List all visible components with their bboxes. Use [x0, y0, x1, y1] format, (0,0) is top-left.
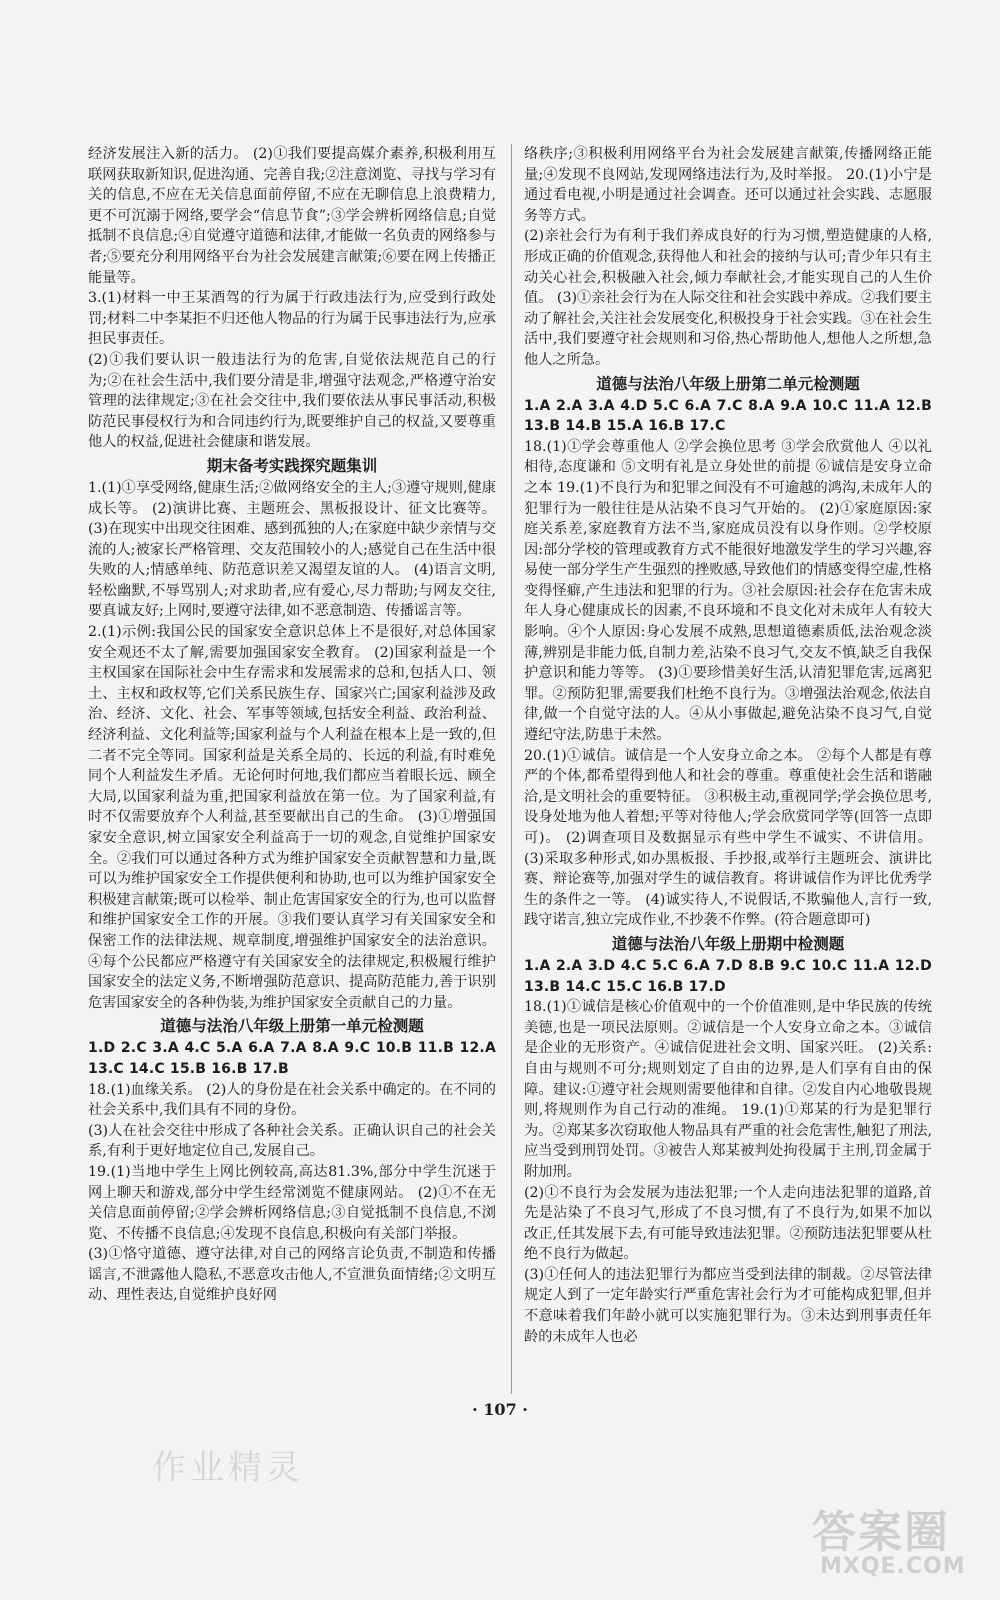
- answer-paragraph: 18.(1)①诚信是核心价值观中的一个价值准则,是中华民族的传统美德,也是一项民法原则。②诚信是一个人安身立命之本。③诚信是企业的无形资产。④诚信促进社会文明、国家兴旺。 (2)关系:自由与规则不可分;规则划定了自由的边界,是人们享有自由的保障。建议:①遵守社会规则需要他律和自律。②发自内心地敬畏规则,将规则作为自己行动的准绳。 19.(1)①郑某的行为是犯罪行为。②郑某多次窃取他人物品具有严重的社会危害性,触犯了刑法,应当受到刑罚处罚。③被告人郑某被判处拘役属于主刑,罚金属于附加刑。: [524, 999, 932, 1180]
- watermark-logo-text: 答案圈: [812, 1507, 950, 1558]
- answer-paragraph: 1.(1)①享受网络,健康生活;②做网络安全的主人;③遵守规则,健康成长等。 (2)演讲比赛、主题班会、黑板报设计、征文比赛等。 (3)在现实中出现交往困难、感到孤独的人;在家庭中缺少亲情与交流的人;被家长严格管理、交友范围较小的人;感觉自己在生活中很失败的人;情感单纯、防范意识差又渴望友谊的人。 (4)语言文明,轻松幽默,不辱骂别人;对求助者,应有爱心,尽力帮助;与网友交往,要真诚友好;上网时,要遵守法律,如不恶意制造、传播谣言等。: [88, 479, 496, 620]
- answer-key-line: 1.D 2.C 3.A 4.C 5.A 6.A 7.A 8.A 9.C 10.B 11.B 12.A 13.C 14.C 15.B 16.B 17.B: [88, 1040, 496, 1077]
- answer-paragraph: 2.(1)示例:我国公民的国家安全意识总体上不是很好,对总体国家安全观还不太了解,需要加强国家安全教育。 (2)国家利益是一个主权国家在国际社会中生存需求和发展需求的总和,包括人口、领土、主权和政权等,它们关系民族生存、国家兴亡;国家利益涉及政治、经济、文化、社会、军事等领域,包括安全利益、政治利益、经济利益、文化利益等;国家利益与个人利益在根本上是一致的,但二者不完全等同。国家利益是关系全局的、长远的利益,有时难免同个人利益发生矛盾。无论何时何地,我们都应当着眼长远、顾全大局,以国家利益为重,把国家利益放在第一位。为了国家利益,有时不仅需要放弃个人利益,甚至要献出自己的生命。 (3)①增强国家安全意识,树立国家安全利益高于一切的观念,自觉维护国家安全。②我们可以通过各种方式为维护国家安全贡献智慧和力量,既可以为维护国家安全工作提供便利和协助,也可以为维护国家安全积极建言献策;既可以检举、制止危害国家安全的行为,也可以监督和维护国家安全工作的开展。③我们要认真学习有关国家安全和保密工作的法律法规、规章制度,增强维护国家安全的法治意识。④每个公民都应严格遵守有关国家安全的法律规定,积极履行维护国家安全的法定义务,不断增强防范意识、提高防范能力,善于识别危害国家安全的各种伪装,为维护国家安全贡献自己的力量。: [88, 624, 496, 1011]
- answer-paragraph: 络秩序;③积极利用网络平台为社会发展建言献策,传播网络正能量;④发现不良网站,发现网络违法行为,及时举报。 20.(1)小宁是通过看电视,小明是通过社会调查。还可以通过社会实践、志愿服务等方式。: [524, 146, 932, 224]
- answer-paragraph: (3)①恪守道德、遵守法律,对自己的网络言论负责,不制造和传播谣言,不泄露他人隐私,不恶意攻击他人,不宣泄负面情绪;②文明互动、理性表达,自觉维护良好网: [88, 1246, 496, 1304]
- section-heading: 道德与法治八年级上册第一单元检测题: [160, 1017, 424, 1036]
- answer-paragraph: 18.(1)血缘关系。 (2)人的身份是在社会关系中确定的。在不同的社会关系中,我们具有不同的身份。: [88, 1081, 496, 1119]
- answer-page: [88, 144, 944, 1394]
- watermark-url: MXQE.COM: [820, 1554, 966, 1579]
- right-column: [524, 144, 932, 1394]
- answer-paragraph: 经济发展注入新的活力。 (2)①我们要提高媒介素养,积极利用互联网获取新知识,促进沟通、完善自我;②注意浏览、寻找与学习有关的信息,不应在无关信息面前停留,不应在无聊信息上浪费精力,更不可沉溺于网络,要学会“信息节食”;③学会辨析网络信息;自觉抵制不良信息;④自觉遵守道德和法律,才能做一名负责的网络参与者;⑤要充分利用网络平台为社会发展建言献策;⑥要在网上传播正能量等。: [88, 146, 496, 286]
- section-heading: 期末备考实践探究题集训: [206, 456, 378, 475]
- answer-paragraph: 3.(1)材料一中王某酒驾的行为属于行政违法行为,应受到行政处罚;材料二中李某拒不归还他人物品的行为属于民事违法行为,应承担民事责任。: [88, 290, 496, 348]
- answer-paragraph: (3)①任何人的违法犯罪行为都应当受到法律的制裁。②尽管法律规定人到了一定年龄实行严重危害社会行为才可能构成犯罪,但并不意味着我们年龄小就可以实施犯罪行为。③未达到刑事责任年龄的未成年人也必: [524, 1266, 932, 1345]
- answer-paragraph: 18.(1)①学会尊重他人 ②学会换位思考 ③学会欣赏他人 ④以礼相待,态度谦和 ⑤文明有礼是立身处世的前提 ⑥诚信是安身立命之本 19.(1)不良行为和犯罪之间没有不可逾越的鸿沟,未成年人的犯罪行为一般往往是从沾染不良习气开始的。 (2)①家庭原因:家庭关系差,家庭教育方法不当,家庭成员没有以身作则。②学校原因:部分学校的管理或教育方式不能很好地激发学生的学习兴趣,容易使一部分学生产生强烈的挫败感,导致他们的情感变得空虚,性格变得怪癖,产生违法和犯罪的行为。③社会原因:社会存在危害未成年人身心健康成长的因素,不良环境和不良文化对未成年人有较大影响。④个人原因:身心发展不成熟,思想道德素质低,法治观念淡薄,辨别是非能力低,自制力差,沾染不良习气,交友不慎,缺乏自我保护意识和能力等等。 (3)①要珍惜美好生活,认清犯罪危害,远离犯罪。②预防犯罪,需要我们杜绝不良行为。③增强法治观念,依法自律,做一个自觉守法的人。④从小事做起,避免沾染不良习气,自觉遵纪守法,防患于未然。: [524, 438, 932, 744]
- answer-key-line: 1.A 2.A 3.A 4.D 5.C 6.A 7.C 8.A 9.A 10.C 11.A 12.B 13.B 14.B 15.A 16.B 17.C: [524, 397, 932, 435]
- watermark-text: 作业精灵: [152, 1448, 304, 1488]
- watermark-logo: [812, 1496, 972, 1586]
- answer-paragraph: (2)亲社会行为有利于我们养成良好的行为习惯,塑造健康的人格,形成正确的价值观念,获得他人和社会的接纳与认可;青少年只有主动关心社会,积极融入社会,倾力奉献社会,才能实现自己的人生价值。 (3)①亲社会行为在人际交往和社会实践中养成。②我们要主动了解社会,关注社会发展变化,积极投身于社会实践。③在社会生活中,我们要遵守社会规则和习俗,热心帮助他人,想他人之所想,急他人之所急。: [524, 228, 932, 368]
- answer-paragraph: 20.(1)①诚信。诚信是一个人安身立命之本。 ②每个人都是有尊严的个体,都希望得到他人和社会的尊重。尊重使社会生活和谐融洽,是文明社会的重要特征。 ③积极主动,重视同学;学会换位思考,设身处地为他人着想;平等对待他人;学会欣赏同学等(回答一点即可)。 (2)调查项目及数据显示有些中学生不诚实、不讲信用。 (3)采取多种形式,如办黑板报、手抄报,或举行主题班会、演讲比赛、辩论赛等,加强对学生的诚信教育。将讲诚信作为评比优秀学生的条件之一等。 (4)诚实待人,不说假话,不欺骗他人,言行一致,践守诺言,独立完成作业,不抄袭不作弊。(符合题意即可): [524, 747, 932, 929]
- answer-paragraph: (2)①不良行为会发展为违法犯罪;一个人走向违法犯罪的道路,首先是沾染了不良习气,形成了不良习惯,有了不良行为,如果不加以改正,任其发展下去,有可能导致违法犯罪。②预防违法犯罪要从杜绝不良行为做起。: [524, 1184, 932, 1263]
- answer-paragraph: (3)人在社会交往中形成了各种社会关系。正确认识自己的社会关系,有利于更好地定位自己,发展自己。: [88, 1122, 496, 1160]
- section-heading: 道德与法治八年级上册第二单元检测题: [596, 374, 860, 393]
- page-number: · 107 ·: [472, 1400, 528, 1419]
- left-column: [88, 144, 496, 1394]
- answer-key-line: 1.A 2.A 3.D 4.C 5.C 6.A 7.D 8.B 9.C 10.C 11.A 12.D 13.B 14.C 15.C 16.B 17.D: [524, 957, 932, 995]
- answer-paragraph: (2)①我们要认识一般违法行为的危害,自觉依法规范自己的行为;②在社会生活中,我们要分清是非,增强守法观念,严格遵守治安管理的法律规定;③在社会交往中,我们要依法从事民事活动,积极防范民事侵权行为和合同违约行为,既要维护自己的权益,又要尊重他人的权益,促进社会健康和谐发展。: [88, 351, 496, 451]
- column-divider: [511, 144, 512, 1394]
- section-heading: 道德与法治八年级上册期中检测题: [611, 934, 845, 953]
- answer-paragraph: 19.(1)当地中学生上网比例较高,高达81.3%,部分中学生沉迷于网上聊天和游戏,部分中学生经常浏览不健康网站。 (2)①不在无关信息面前停留;②学会辨析网络信息;③自觉抵制不良信息,不浏览、不传播不良信息;④发现不良信息,积极向有关部门举报。: [88, 1163, 496, 1242]
